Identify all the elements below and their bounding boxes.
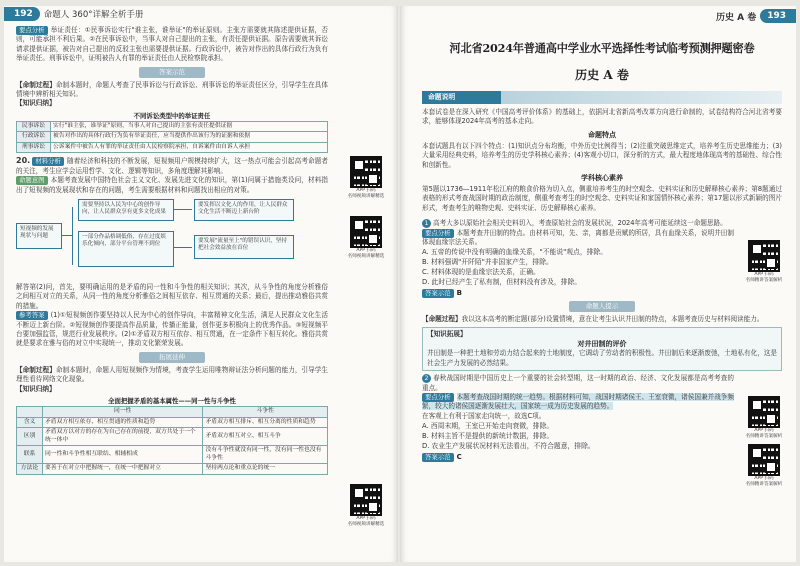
mingti-1-text: 命制本题时，命题人考查了民事诉讼与行政诉讼、刑事诉讼的举证责任区分，引导学生在具体情境中辨析相关知识。 [16,80,329,99]
qr-caption: APP 扫码 [754,476,774,481]
qr-code-icon[interactable] [748,240,780,272]
literacy-text: 第5题以1736—1911年松江府的粮食价格为切入点，侧重培养考生的时空观念、史料实证和历史解释核心素养；第8题通过表格的形式考查战国时期的政治制度，侧重考查考生的时空观念、史料实证和家国情怀核心素养；第17题以形式新颖的图片形式，考查考生的唯物史观、史料实证、历史解释核心素养。 [422,185,782,212]
kb1-label: 【知识归纳】 [16,99,56,108]
q1-intro [422,219,782,228]
mingti-2 [16,366,328,385]
diagram-root: 短视频的发展现状与问题 [16,223,62,249]
q2-text: 春秋战国时期是中国历史上一个重要的社会转型期，这一时期的政治、经济、文化发展都是高考考查的重点。 [422,374,734,392]
q20-answer-text: (1)①短视频创作要坚持以人民为中心的创作导向，丰富精神文化生活，满足人民群众文化生活不断迈上新台阶。②短视频创作要提高作品质量，传播正能量，创作更多积极向上的优秀作品。③短视频平台要加强监管，规范行业发展秩序。(2)①矛盾双方相互依存、相互贯通，在一定条件下相互转化。雅俗共赏就是要求在雅与俗的对立中实现统一，推动文化繁荣发展。 [16,311,328,348]
page-number: 192 [4,7,40,21]
ribbon-answer: 答案示范 [139,67,205,78]
q2-answer-value: C [456,453,462,462]
kb-title: 对井田制的评价 [577,340,627,349]
q2-analysis-text: 本题考查战国时期的统一趋势。根据材料可知，战国时期诸侯王、王室衰微，诸侯国兼并战争频繁，较大的诸侯国逐渐发展壮大，国家统一成为历史发展的趋势。 [422,392,734,411]
q20-answer-tag: 参考答案 [16,311,48,320]
intro-paragraph [16,26,328,64]
qr-caption: APP 扫码 [356,516,376,521]
qr-caption: 名师视频讲解精选 [347,522,385,527]
mingti-2-text: 命制本题时，命题人用短视频作为情境，考查学生运用唯物辩证法分析问题的能力，引导学生理性看待网络文化现象。 [16,365,329,384]
q1-option: B. 材料强调"开阡陌"并非国家产生，排除。 [422,258,553,267]
qr-code-icon[interactable] [350,216,382,248]
q1-option: A. 五帝的传说中没有明确的血缘关系，"不能说"观点，排除。 [422,248,608,257]
table-row: 民事诉讼 实行"谁主张，谁举证"原则，当事人对自己提出的主张有责任提供证据 [17,121,328,132]
qr-code-block[interactable] [340,216,392,260]
mingti-process [422,315,782,324]
left-header [4,6,143,22]
q20-intent-tag: 命题意图 [16,176,48,185]
qr-caption: 名师视频讲解精选 [347,254,385,259]
exam-intro: 本套试卷是在深入研究《中国高考评价体系》的基础上，依据河北省新高考改革方向进行命制的，试卷结构符合河北省考要求，能够体现2024年高考的基本走向。 [422,108,782,126]
diagram-connector [62,235,72,236]
qr-caption: APP 扫码 [356,248,376,253]
diagram-connector [174,247,192,248]
q1-text: 高考大多以原始社会相关史料切入，考查原始社会的发展状况，2024年高考可能延续这一命题思路。 [433,219,727,228]
diagram-connector [72,207,73,265]
qr-caption: APP 扫码 [754,272,774,277]
qr-code-icon[interactable] [748,444,780,476]
q1-answer-value: B [456,289,462,298]
left-page [4,6,398,562]
q2-options [422,421,782,451]
qr-caption: 名师精讲答案解析 [745,434,783,439]
diagram-box: 一部分作品格调低俗，存在过度娱乐化倾向，部分平台管理不到位 [78,231,174,267]
q2-answer-label: 答案示范 [422,453,454,462]
q20-answer-explain: 解答第(2)问，首先，要明确运用的是矛盾的同一性和斗争性的相关知识；其次，从斗争性的角度分析雅俗之间相互对立的关系，从同一性的角度分析雅俗之间相互依存、相互贯通的关系；最后，提出推动雅俗共赏的措施。 [16,282,328,310]
qr-code-block[interactable] [740,396,788,440]
qr-caption: APP 扫码 [754,428,774,433]
heading-features: 命题特点 [588,130,616,139]
running-title: 历史 A 卷 [715,12,757,23]
q2-analysis [422,393,782,412]
table-row: 方法论 要善于在对立中把握统一，在统一中把握对立 坚持两点论和重点论的统一 [17,464,328,475]
right-content [422,28,782,464]
q20-text: 随着经济和科技的不断发展，短视频用户规模持续扩大，这一热点可能会引起高考命题者的关注，考生应学会运用哲学、文化、逻辑等知识，多角度理解其影响。 [16,157,328,175]
q2-tag: 要点分析 [422,393,454,402]
mingti-2-tag: 【命制过程】 [16,365,56,374]
mingti-1 [16,81,328,100]
q1-answer [422,289,782,298]
table-row: 含义 矛盾双方相互依存、相互贯通的性质和趋势 矛盾双方相互排斥、相互分离的性质和趋势 [17,417,328,428]
q2-number: 2 [422,374,431,383]
q1-answer-label: 答案示范 [422,289,454,298]
q1-options [422,247,782,287]
q20-intent [16,176,328,195]
kb-tag: 【知识拓展】 [427,329,467,338]
q20-number: 20. [16,156,31,166]
q1-option: D. 此时已经产生了私有制，但材料没有涉及，排除。 [422,278,582,287]
table-row: 行政诉讼 被告对作出的具体行政行为负有举证责任，应当提供作出该行为的证据和依据 [17,132,328,143]
intro-tag: 要点分析 [16,26,48,35]
page-number: 193 [760,9,796,23]
kb2-title: 全面把握矛盾的基本属性——同一性与斗争性 [108,397,236,406]
features-text: 本套试题具有以下四个特点：(1)知识点分布均衡，中外历史比例得当；(2)注重突破思维定式，培养考生历史思维能力；(3)大量采用经典史料，培养考生的历史学科核心素养；(4)客观小切口，深分析的方式，最大程度地体现高考的基础性、综合性和创新性。 [422,141,782,169]
qr-code-icon[interactable] [350,156,382,188]
qr-code-icon[interactable] [350,484,382,516]
left-content [16,26,328,475]
q1-number: 1 [422,219,431,228]
right-header [712,8,796,24]
qr-caption: 名师精讲答案解析 [745,278,783,283]
qr-code-block[interactable] [340,156,392,200]
heading-literacy: 学科核心素养 [581,174,623,183]
q2-option: B. 材料主旨不是提供的新统计数据，排除。 [422,432,554,441]
diagram-connector [174,209,192,210]
q2-intro [422,374,782,393]
kb2-label: 【知识归纳】 [16,384,56,393]
diagram-box: 要发挥以文化人的作用，让人民群众文化生活不断迈上新台阶 [194,199,294,221]
intro-text: 举证责任：①民事诉讼实行"谁主张，谁举证"的举证原则。主张方需要就其陈述提供证据，否则，可能承担不利后果。②在民事诉讼中，当事人对自己提出的主张，有责任提供证据。原告需要就其诉讼请求提供证据，被告对自己提出的反驳主张也需要提供证据。行政诉讼中，被告对作出的具体行政行为负有举证责任。刑事诉讼中，证明被告人有罪的举证责任由人民检察院承担。 [16,26,328,63]
qr-caption: 名师精讲答案解析 [745,482,783,487]
qr-code-block[interactable] [740,444,788,488]
kb1-table [16,121,328,154]
section-bar-label: 命题说明 [428,93,456,101]
qr-caption: 名师视频讲解精选 [347,194,385,199]
section-bar [422,91,782,104]
qr-code-block[interactable] [340,484,392,528]
qr-caption: APP 扫码 [356,188,376,193]
kb-text: 井田制是一种把土地和劳动力结合起来的土地制度，它调动了劳动者的积极性。井田制后来逐渐废弛，土地私有化，这是社会生产力发展的必然结果。 [427,349,777,367]
analysis-diagram [16,197,328,281]
diagram-box: 要发展"流量至上"的错误认识，坚持把社会效益放在首位 [194,235,294,259]
q20-intent-text: 本题考查发展中国特色社会主义文化、发展先进文化的知识，第(1)问属于措施类设问，材料指出了短视频的发展现状和存在的问题，考生需要根据材料和问题找出相应的对策。 [16,176,328,194]
qr-code-icon[interactable] [748,396,780,428]
diagram-box: 需要坚持以人民为中心的创作导向，让人民群众享有更多文化成果 [78,199,174,221]
running-title: 命题人 360°详解全析手册 [43,10,144,20]
q2-answer [422,453,782,462]
q1-analysis-text: 本题考查井田制的特点。由材料可知，先、亲，离都是贡赋的所居，具有血缘关系，说明井田制体现血缘宗法关系。 [422,228,734,247]
mingti-1-tag: 【命制过程】 [16,80,56,89]
q2-option: A. 西周末期，王室已开始走向衰微，排除。 [422,422,554,431]
q2-lead: 在客观上有利于国家走向统一，故选C项。 [422,411,546,420]
q20-reference-answer [16,311,328,349]
kb1-title: 不同诉讼类型中的举证责任 [133,111,211,120]
q20-intro [16,156,328,176]
right-page [400,6,796,562]
exam-title: 河北省2024年普通高中学业水平选择性考试临考预测押题密卷 [449,41,755,55]
q1-analysis [422,229,782,248]
q1-tag: 要点分析 [422,229,454,238]
mingti-tag: 【命题过程】 [422,315,462,324]
q2-option: D. 农业生产发展状况材料无法看出，不符合题意，排除。 [422,442,595,451]
ribbon-extend: 拓展延伸 [139,352,205,363]
table-row: 联系 同一性和斗争性相互联结、相辅相成 没有斗争性就没有同一性，没有同一性也没有斗争性 [17,446,328,464]
table-header-row: 同一性 斗争性 [17,407,328,418]
mingti-text: 我以这本高考的断定题(部分)设置情境，意在让考生认识井田制的特点，本题考查历史与材料阅读能力。 [461,315,764,324]
q20-tag: 材料分析 [32,157,64,166]
exam-subject: 历史 A 卷 [575,68,629,82]
table-row: 区别 矛盾双方以对方的存在为自己存在的前提，双方共处于一个统一体中 矛盾双方相互对立、相互斗争 [17,428,328,446]
knowledge-box [422,327,782,371]
q1-option: C. 材料体现的是血缘宗法关系，正确。 [422,268,540,277]
ribbon-hint: 命题人提示 [569,301,635,312]
qr-code-block[interactable] [740,240,788,284]
kb2-table [16,406,328,475]
table-row: 刑事诉讼 公诉案件中被告人有罪的举证责任由人民检察院承担，自诉案件由自诉人承担 [17,142,328,153]
